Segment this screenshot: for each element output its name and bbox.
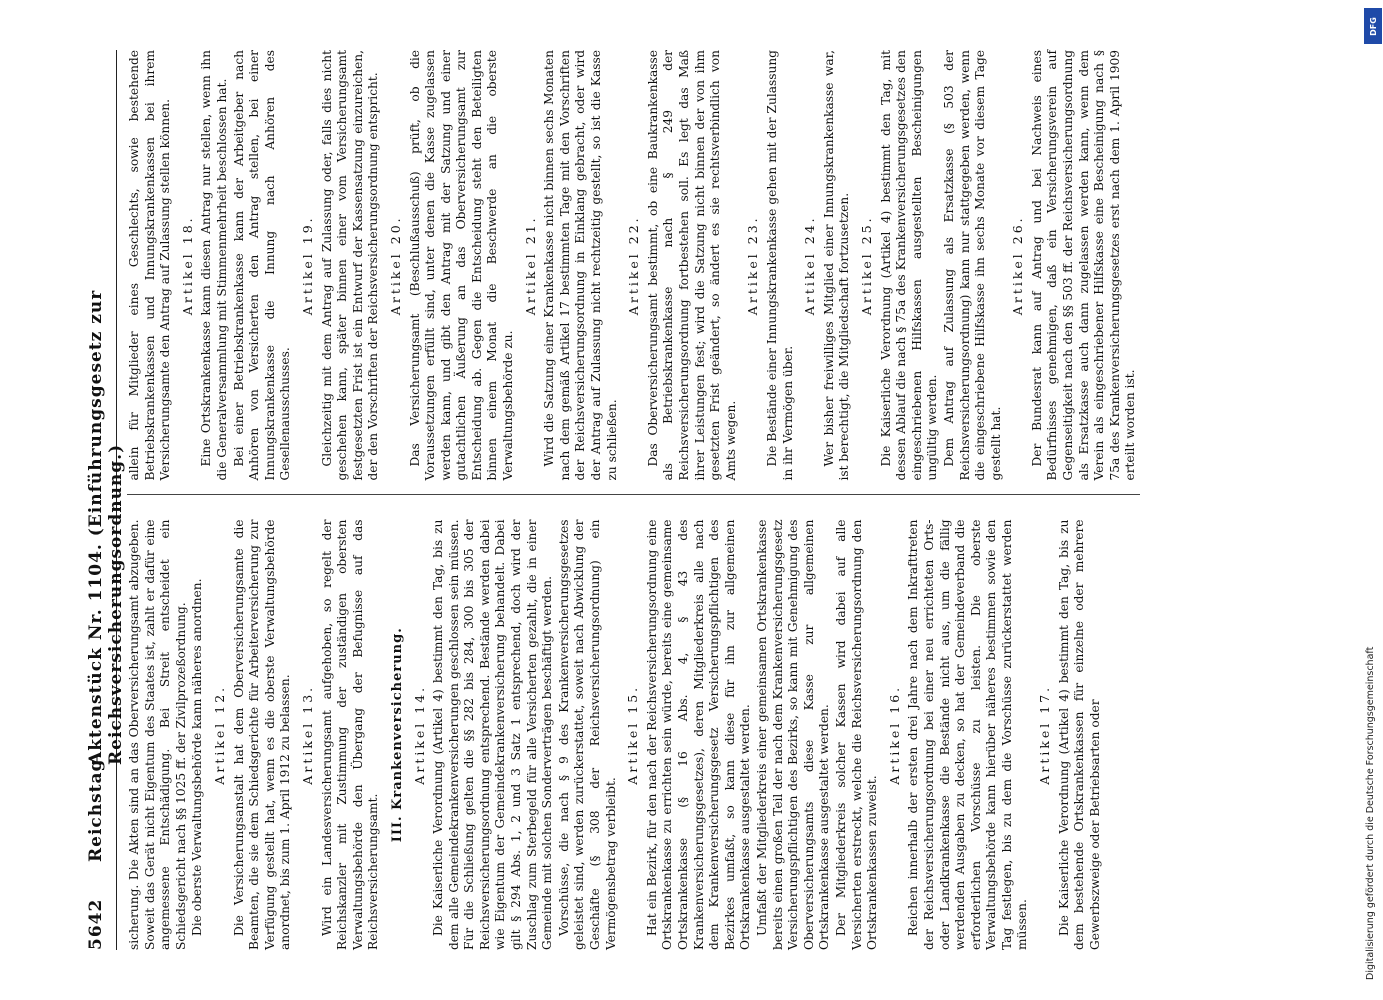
- paragraph: Der Mitgliederkreis solcher Kassen wird dabei auf alle Versicherten erstreckt, welche die Reichsversicherungsordnung den Ortskrankenkassen zuweist.: [833, 519, 880, 950]
- document-page: [22, 20, 1342, 980]
- paragraph: Wer bisher freiwilliges Mitglied einer Innungskrankenkasse war, ist berechtigt, die Mitgliedschaft fortzusetzen.: [821, 50, 852, 481]
- article-heading: Artikel 19.: [299, 215, 315, 316]
- article-heading: Artikel 22.: [626, 215, 642, 316]
- page-header: [82, 50, 126, 950]
- text-column-right: [127, 50, 1140, 496]
- paragraph: Der Bundesrat kann auf Antrag und bei Nachweis eines Bedürfnisses genehmigen, daß ein Versicherungsverein auf Gegenseitigkeit nach den §§ 503 ff. der Reichsversicherungsordnung als Ersatzkasse auch dann zugelassen werden kann, wenn dem Verein als eingeschriebener Hilfskasse eine Bescheinigung nach § 75a des Krankenversicherungsgesetzes erst nach dem 1. April 1909 erteilt worden ist.: [1029, 50, 1138, 481]
- article-heading: Artikel 26.: [1010, 215, 1026, 316]
- article-heading: Artikel 13.: [299, 684, 315, 785]
- paragraph: Dem Antrag auf Zulassung als Ersatzkasse (§ 503 der Reichsversicherungsordnung) kann nur stattgegeben werden, wenn die eingeschriebene Hilfskasse ihn sechs Monate vor diesem Tage gestellt hat.: [941, 50, 1003, 481]
- article-heading: Artikel 16.: [886, 684, 902, 785]
- paragraph: Die Kaiserliche Verordnung (Artikel 4) bestimmt den Tag, mit dessen Ablauf die nach § 75a des Krankenversicherungsgesetzes den eingeschriebenen Hilfskassen ausgestellten Bescheinigungen ungültig werden.: [878, 50, 940, 481]
- digitization-note: Digitalisierung gefördert durch die Deutsche Forschungsgemeinschaft: [1365, 646, 1376, 980]
- paragraph: sicherung. Die Akten sind an das Oberversicherungsamt abzugeben. Soweit das Gerät nicht Eigentum des Staates ist, zahlt er dafür eine angemessene Entschädigung. Bei Streit entscheidet ein Schiedsgericht nach §§ 1025 ff. der Zivilprozeßordnung.: [127, 519, 188, 950]
- article-heading: Artikel 14.: [411, 684, 427, 785]
- paragraph: Umfaßt der Mitgliederkreis einer gemeinsamen Ortskrankenkasse bereits einen großen Teil der nach dem Krankenversicherungsgesetz Versicherungspflichtigen des Bezirks, so kann mit Genehmigung des Oberversicherungsamts diese Kasse zur allgemeinen Ortskrankenkasse ausgestaltet werden.: [754, 519, 832, 950]
- paragraph: Die Kaiserliche Verordnung (Artikel 4) bestimmt den Tag, bis zu dem bestehende Ortskrankenkassen für einzelne oder mehrere Gewerbszweige oder Betriebsarten oder: [1056, 519, 1102, 950]
- paragraph: Das Oberversicherungsamt bestimmt, ob eine Baukrankenkasse als Betriebskrankenkasse nach § 249 der Reichsversicherungsordnung fortbestehen soll. Es legt das Maß ihrer Leistungen fest; wird die Satzung nicht binnen der von ihm gesetzten Frist geändert, so ändert es sie rechtsverbindlich von Amts wegen.: [645, 50, 738, 481]
- paragraph: Das Versicherungsamt (Beschlußausschuß) prüft, ob die Voraussetzungen erfüllt sind, unter denen die Kasse zugelassen werden kann, und gibt den Antrag mit der Satzung und einer gutachtlichen Äußerung an das Oberversicherungsamt zur Entscheidung ab. Gegen die Entscheidung steht den Beteiligten binnen einem Monat die Beschwerde an die oberste Verwaltungsbehörde zu.: [407, 50, 516, 481]
- paragraph: Die Versicherungsanstalt hat dem Oberversicherungsamte die Beamten, die sie dem Schiedsgerichte für Arbeiterversicherung zur Verfügung gestellt hat, wenn es die oberste Verwaltungsbehörde anordnet, bis zum 1. April 1912 zu belassen.: [231, 519, 293, 950]
- paragraph: Vorschüsse, die nach § 9 des Krankenversicherungsgesetzes geleistet sind, werden zurückerstattet, soweit nach Abwicklung der Geschäfte (§ 308 der Reichsversicherungsordnung) ein Vermögensbetrag verbleibt.: [556, 519, 618, 950]
- header-right-title: Aktenstück Nr. 1104. (Einführungsgesetz zur Reichsversicherungsordnung.): [86, 289, 126, 765]
- text-column-left: [127, 520, 1140, 951]
- page-number: 5642: [86, 898, 106, 950]
- paragraph: Die Kaiserliche Verordnung (Artikel 4) bestimmt den Tag, bis zu dem alle Gemeindekrankenversicherungen geschlossen sein müssen. Für die Schließung gelten die §§ 282 bis 284, 300 bis 305 der Reichsversicherungsordnung entsprechend. Bestände werden dabei wie Eigentum der Gemeindekrankenversicherung behandelt. Dabei gilt § 294 Abs. 1, 2 und 3 Satz 1 entsprechend, doch wird der Zuschlag zum Sterbegeld für alle Versicherten gezahlt, die in einer Gemeinde mit solchen Sonderverträgen beschäftigt werden.: [431, 519, 555, 950]
- section-heading: III. Krankenversicherung.: [389, 627, 405, 843]
- paragraph: Wird ein Landesversicherungsamt aufgehoben, so regelt der Reichskanzler mit Zustimmung der zuständigen obersten Verwaltungsbehörde den Übergang der Befugnisse auf das Reichsversicherungsamt.: [319, 519, 381, 950]
- article-heading: Artikel 25.: [858, 215, 874, 316]
- article-heading: Artikel 20.: [387, 215, 403, 316]
- dfg-logo: DFG: [1364, 8, 1382, 44]
- paragraph: Reichen innerhalb der ersten drei Jahre nach dem Inkrafttreten der Reichsversicherungsordnung bei einer neu errichteten Orts- oder Landkrankenkasse die Bestände nicht aus, um die fällig werdenden Ausgaben zu decken, so hat der Gemeindeverband die erforderlichen Vorschüsse zu leisten. Die oberste Verwaltungsbehörde kann hierüber näheres bestimmen sowie den Tag festlegen, bis zu dem die Vorschüsse zurückerstattet werden müssen.: [906, 519, 1030, 950]
- article-heading: Artikel 12.: [211, 684, 227, 785]
- paragraph: Die Bestände einer Innungskrankenkasse gehen mit der Zulassung in ihr Vermögen über.: [764, 50, 795, 481]
- article-heading: Artikel 23.: [745, 215, 761, 316]
- text-columns: [127, 50, 1140, 950]
- article-heading: Artikel 17.: [1037, 684, 1053, 785]
- article-heading: Artikel 15.: [625, 684, 641, 785]
- header-left-title: Reichstag.: [86, 751, 106, 862]
- paragraph: Gleichzeitig mit dem Antrag auf Zulassung oder, falls dies nicht geschehen kann, später binnen einer vom Versicherungsamt festgesetzten Frist ist ein Entwurf der Kassensatzung einzureichen, der den Vorschriften der Reichsversicherungsordnung entspricht.: [319, 50, 381, 481]
- paragraph: Die oberste Verwaltungsbehörde kann näheres anordnen.: [190, 578, 205, 936]
- paragraph: allein für Mitglieder eines Geschlechts, sowie bestehende Betriebskrankenkassen und Innungskrankenkassen bei ihrem Versicherungsamte den Antrag auf Zulassung stellen können.: [127, 50, 173, 481]
- paragraph: Eine Ortskrankenkasse kann diesen Antrag nur stellen, wenn ihn die Generalversammlung mit Stimmenmehrheit beschlossen hat.: [199, 50, 229, 481]
- article-heading: Artikel 21.: [522, 215, 538, 316]
- article-heading: Artikel 18.: [179, 215, 195, 316]
- paragraph: Hat ein Bezirk, für den nach der Reichsversicherungsordnung eine Ortskrankenkasse zu errichten sein würde, bereits eine gemeinsame Ortskrankenkasse (§ 16 Abs. 4, § 43 des Krankenversicherungsgesetzes), deren Mitgliederkreis alle nach dem Krankenversicherungsgesetz Versicherungspflichtigen des Bezirkes umfaßt, so kann diese für ihn zur allgemeinen Ortskrankenkasse ausgestaltet werden.: [644, 519, 753, 950]
- paragraph: Bei einer Betriebskrankenkasse kann der Arbeitgeber nach Anhören von Versicherten den Antrag stellen, bei einer Innungskrankenkasse die Innung nach Anhören des Gesellenausschusses.: [231, 50, 293, 481]
- paragraph: Wird die Satzung einer Krankenkasse nicht binnen sechs Monaten nach dem gemäß Artikel 17 bestimmten Tage mit den Vorschriften der Reichsversicherungsordnung in Einklang gebracht, oder wird der Antrag auf Zulassung nicht rechtzeitig gestellt, so ist die Kasse zu schließen.: [542, 50, 619, 481]
- article-heading: Artikel 24.: [802, 215, 818, 316]
